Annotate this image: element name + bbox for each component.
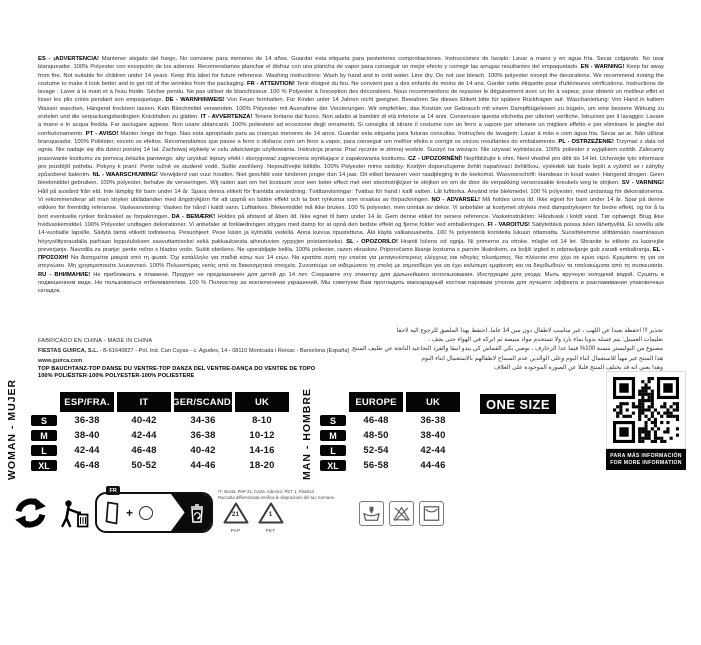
care-instructions-text: ES - ¡ADVERTENCIA! Mantener alejado del fuego. No conviene para menores de 14 años. Guardar esta etiqueta para posteriores comprobaciones. Instrucciones de lavado: Lavar a mano y en agua fría. Secar colgando. No usar blanqueador. 100% Polyester con excepción de los adornos. Recomendamos planchar el disfraz con una plancha de vapor para conseguir un mejor efecto y corregir las arrugas resultantes del empaquetado. EN - WARNING! Keep far away from fire. Not suitable for children under 14 years. Keep this label for future reference. Washing instructions: Wash by hand and in cold water. Line dry. Do not use bleach. 100% polyester except the decorations. We recommend ironing the costume to make it look better and to get rid of the wrinkles from the packaging. FR - ATTENTION! Tenir éloigné du feu. Ne convient pas a des enfants de moins de 14 ans. Garder cette étiquette pour d'ultérieures vérifications. Instructions de lavage : Laver à la main et à l'eau froide. Sécher pendu. Ne pas utiliser de blanchisseur. 100 % Polyester à l'exception des décorations. Nous recommandons de repasser le déguisement avec un fer à vapeur, pour obtenir un meilleur effet et lisser les plis créés pendant son empaquetage. DE - WARNHINWEIS! Von Feuer fernhalten. Für Kinder unter 14 Jahren nicht geeignet. Bewahren Sie dieses Etikett bitte für spätere Rückfragen auf. Waschanleitung: Von Hand in kaltem Wasser waschen. Hängend trocknen lassen. Kein Bleichmittel verwenden. 100% Polyester mit Ausnahme der Verzierungen. Wir empfehlen, das Kostüm vor Gebrauch mit einem Dampfbügeleisen zu bügeln, um eine bessere Wirkung zu erzielen und die verpackungsbedingten Knickfalten zu glätten. IT - AVVERTENZA! Tenere lontano dal fuoco. Non adatto ai bambini di età inferiore ai 14 anni. Conservare questa etichetta per ulteriori verifiche. Istruzioni per il lavaggio: Lavare a mano e in acqua fredda. Far asciugare appeso. Non usare sbiancanti. 100% poliestere ad eccezione degli ornamenti. Si consiglia di stirare il costume con un ferro a vapore per ottenere un migliore effetto e per eliminare le pieghe del confezionamento. PT - AVISO! Manter longe do fogo. Nao esta apropriado para as crianças menores de 14 anos. Guardar esta etiqueta para futuras consultas. Instruções de lavagem: Lavar à mão e com água fria. Secar ao ar. Não utilizar branqueador. 100% Poliéster, exceto os efeitos. Recomendamos que passe a ferro o disfarce com um ferro a vapor, para conseguir um melhor efeito e corrigir os vincos resultantes do embalamento. PL - OSTRZEŻENIE! Trzymać z dala od ognia. Nie nadaje się dla dzieci poniżej 14 lat. Zachowaj etykietę w celu właściwego użytkowania. Instrukcja prania: Prać ręcznie w zimnej wodzie. Suszyć na wisząco. Nie używać wybielacza. 100% poliester z wyjątkiem ozdób. Zalecamy prasowanie kostiumu za pomocą żelazka parowego, aby uzyskać lepszy efekt i skorygować zagniecenia wynikające z zapakowania kostiumu. CZ - UPOZORNĚNÍ! Nepřibližujte k ohni. Není vhodné pro děti do 14 let. Uchovejte tyto informace pro pozdější potřebu. Pokyny k praní: Perte ručně ve studené vodě. Sušte zavěšený. Nepoužívejte bělidlo. 100% Polyester mimo ozdoby. Kostým doporučujeme žehlit napařovací žehličkou, výsledek tak bude lepší a vyžehlí se i záhyby způsobené balením. NL - WAARSCHUWING! Verwijderd van vuur houden. Niet geschikt voor kinderen jonger dan 14 jaar. Dit etiket bewaren voor raadpleging in de toekomst. Wasvoorschrift: Handwas in koud water. Hangend drogen. Geen bleekmiddel gebruiken. 100% polyester, behalve de versieringen. Wij raden aan om het kostuum voor een beter effect met een stoomstrijkijzer te strijken en om de door de verpakking veroorzaakte kreukels weg te strijken. SV - VARNING! Håll på avstånd från eld. Inte lämplig för barn under 14 år. Spara denna etikett för framtida användning. Tvättanvisningar: Tvättas för hand i kallt vatten. Låt lufttorka. Använd inte blekmedel. 100 % polyester, med undantag för dekorationerna. Vi rekommenderar att man stryker utklädanden med ångstrykjärn för att uppnå en bättre effekt och ta bort rynkorna som orsakas av förpackningen. NO - ADVARSEL! Må holdes unna ild. Ikke egnet for barn under 14 år. Spar på denne etikken for fremtidig referanse. Vaskeanvisning: Vaskes for hånd i kaldt vann. Lufttørkes. Blekemiddel må ikke brukes. 100 % polyester, men unntak av dekor. Vi anbefaler at kostymet strykes med dampstrykejern for bedre effekt, og for å ta bort eventuelle rynker forårsaket av forpakningen. DA - BEMÆRK! Holdes på afstand af åben ild. Ikke egnet til børn under 14 år. Gem denne etiket for senere reference. Vaskeinstruktion: Håndvask i koldt vand. Tør ophængt. Brug ikke hvidvaskemiddel. 100% Polyester undtagen dekorationer. Vi anbefaler at forklædningen stryges med damp for at opnå den bedste effekt og fjerne folder ved emballeringen. FI - VAROITUS! Säilytettävä poissa tulen lähettyviltä. Ei sovellu alle 14-vuotiaille lapsille. Säilytä tämä etiketti todisteena. Pesuohjeet: Pese käsin ja kylmällä vedellä. Anna kuivua ripustettuna. Älä käytä valkaisuainetta. 100 % polyesteriä koristeita lukuun ottamatta. Suosittelemme silittämään naamioasun höyrysilitysraudalla parhaan lopputuloksen saavuttamiseksi sekä pakkauksesta aiheutuvien ryppyjen poistamiseksi. SL - OPOZORILO! Hraniti ločeno od ognja. Ni primerno za otroke, mlajše od 14 let. Shranite to etiketo za kasnejše preverjanje. Navodila za pranje: perite ročno s hladno vodo. Sušiti obešeno. Ne uporabljajte belila. 100% poliester, razen okraskov. Priporočamo likanje kostuma s parnim likalnikom, za boljši izgled in odpravljanje gub zaradi embaliranja. EL - ΠΡΟΣΟΧΗ! Να διατηρείται μακριά από τη φωτιά. Όχι κατάλληλο για παιδιά κάτω των 14 ετών. Να κρατάτε αυτή την ετικέτα για μεταγενέστερους ελέγχους και οδηγίες πλυσίματος. Να πλένεται στο χέρι σε κρύο νερό. Κρεμάστε τη για να στεγνώσει. Μη χρησιμοποιείτε λευκαντικό. 100% Πολυεστέρας εκτός από τα διακοσμητικά στοιχεία. Συνιστούμε να σιδερώσετε τη στολή με ατμοσίδερο για να έχει καλύτερη εμφάνιση και να διορθωθούν τα τσαλακώματα από τη συσκευασία. RU - ВНИМАНИЕ! Не приближать к пламени. Продукт не предназначен для детей до 14 лет. Сохраните эту этикетку для дальнейшего использования. Инструкции для ухода: Мыть вручную холодной водой. Сушить в подвешенном виде. Не пользоваться отбеливателем. 100 % Полиэстер за исключением украшений. Мы советуем Вам прогладить маскарадный костюм паровым утюгом для лучшего эффекта и разглаживания упаковочных складок. bbox=[38, 56, 665, 295]
language-warning-label: EN - WARNING! bbox=[580, 64, 627, 71]
material-triangle-pap bbox=[221, 502, 250, 533]
sorting-arrow-panel bbox=[171, 494, 211, 531]
size-value: 18-20 bbox=[249, 460, 275, 471]
size-value: 40-42 bbox=[190, 445, 216, 456]
company-address: - B-61640827 - Pol. Ind. Can Cuyas - c. Agudes, 14 - 08110 Montcada i Reixac - Barcelona (España) - bbox=[98, 348, 353, 354]
triman-country-tab: FR bbox=[106, 486, 120, 495]
it-disposal-line1: IT- Busta: PAP 21, Carta. Adesivo: PET 1, Plastica bbox=[218, 489, 314, 494]
size-row bbox=[31, 429, 57, 442]
green-dot-icon bbox=[13, 496, 48, 530]
size-value: 36-38 bbox=[190, 430, 216, 441]
qr-block bbox=[606, 371, 686, 470]
material-code-triangles bbox=[221, 502, 285, 533]
size-value: 46-48 bbox=[131, 445, 157, 456]
product-names-line: TOP BAUCHTANZ-TOP DANSE DU VENTRE-TOP DANZA DEL VENTRE-DANÇA DO VENTRE DE TOPO bbox=[38, 366, 316, 372]
material-name: PET bbox=[265, 528, 276, 533]
size-value: 10-12 bbox=[249, 430, 275, 441]
size-column-header: IT bbox=[117, 392, 171, 412]
tidyman-icon bbox=[58, 499, 90, 529]
size-column-header: EUROPE bbox=[349, 392, 403, 412]
material-triangle-pet bbox=[256, 502, 285, 533]
language-warning-label: PT - AVISO! bbox=[85, 130, 121, 137]
size-value: 46-48 bbox=[74, 460, 100, 471]
manufacturer-block bbox=[38, 337, 368, 380]
hand-wash-glyph bbox=[362, 504, 381, 523]
size-value: 44-46 bbox=[420, 460, 446, 471]
size-column-header: UK bbox=[406, 392, 460, 412]
recycling-bin-icon bbox=[189, 502, 205, 524]
care-symbols-row bbox=[359, 501, 444, 526]
language-warning-label: FR - ATTENTION! bbox=[247, 80, 297, 87]
qr-caption-line2: FOR MORE INFORMATION bbox=[610, 459, 682, 466]
size-row bbox=[31, 414, 57, 427]
size-value: 36-38 bbox=[74, 415, 100, 426]
language-warning-label: RU - ВНИМАНИЕ! bbox=[38, 271, 94, 278]
origin-line: FABRICADO EN CHINA - MADE IN CHINA bbox=[38, 338, 153, 344]
woman-vertical-label: WOMAN - MUJER bbox=[6, 378, 18, 480]
size-value: 44-46 bbox=[190, 460, 216, 471]
language-warning-label: DE - WARNHINWEIS! bbox=[165, 97, 227, 104]
man-vertical-label: MAN - HOMBRE bbox=[301, 388, 313, 480]
size-value: 46-48 bbox=[363, 415, 389, 426]
it-disposal-line2: Raccolta differenziata.Verifica le disposizioni del tuo Comune. bbox=[218, 494, 336, 500]
size-table-corner bbox=[31, 392, 57, 412]
language-warning-label: SV - VARNING! bbox=[621, 180, 664, 187]
arabic-line: وهذا يعني انه قد يختلف المنتج قليلا عن الصورة الموجودة على الغلاف bbox=[494, 364, 663, 371]
line-dry-icon bbox=[419, 501, 444, 526]
language-warning-label: ES - ¡ADVERTENCIA! bbox=[38, 56, 102, 62]
qr-caption-line1: PARA MÁS INFORMACIÓN bbox=[610, 452, 682, 459]
company-name: FIESTAS GUIRCA, S.L. bbox=[38, 348, 99, 354]
size-row bbox=[31, 444, 57, 457]
size-row bbox=[320, 444, 346, 457]
size-value: 42-44 bbox=[420, 445, 446, 456]
material-name: PAP bbox=[230, 528, 241, 533]
size-letter-badge: L bbox=[31, 445, 57, 457]
material-code: 21 bbox=[231, 511, 240, 518]
size-value: 38-40 bbox=[74, 430, 100, 441]
packaging-sachet-icon bbox=[104, 500, 120, 526]
woman-size-table bbox=[31, 392, 289, 472]
triman-sorting-box bbox=[95, 492, 213, 533]
size-letter-badge: S bbox=[320, 415, 346, 427]
size-value: 50-52 bbox=[131, 460, 157, 471]
size-column-header: GER/SCAND. bbox=[174, 392, 232, 412]
size-value: 40-42 bbox=[131, 415, 157, 426]
arabic-line: مصنوع من البوليستر بنسبة 100% فيما عدا الزخارف ، نوصي بكي القماش كي يبدو انيقا والفرد التجاعيد الناتجة عن تغليف المنتج bbox=[352, 346, 663, 353]
arabic-line: تحذير !!! احفظه بعيدا عن اللهب ، غير مناسب لاطفال دون سن 14 عاما. احتفظ بهذا الملصق للرجوع اليه لاحقا bbox=[396, 328, 663, 334]
size-column-header: UK bbox=[235, 392, 289, 412]
material-code: 1 bbox=[268, 511, 273, 518]
language-warning-label: FI - VAROITUS! bbox=[487, 221, 532, 228]
size-value: 42-44 bbox=[131, 430, 157, 441]
size-value: 8-10 bbox=[252, 415, 272, 426]
size-letter-badge: L bbox=[320, 445, 346, 457]
language-warning-label: DA - BEMÆRK! bbox=[171, 213, 218, 220]
language-warning-label: NO - ADVARSEL! bbox=[431, 197, 483, 204]
plus-sign: + bbox=[126, 505, 134, 520]
language-warning-label: CZ - UPOZORNĚNÍ! bbox=[408, 155, 464, 162]
size-column-header: ESP/FRA. bbox=[60, 392, 114, 412]
one-size-badge: ONE SIZE bbox=[480, 394, 556, 414]
line-dry-glyph bbox=[422, 504, 441, 523]
size-value: 48-50 bbox=[363, 430, 389, 441]
size-letter-badge: XL bbox=[31, 460, 57, 472]
size-value: 42-44 bbox=[74, 445, 100, 456]
size-value: 36-38 bbox=[420, 415, 446, 426]
arabic-line: تعليمات الغسيل: يتم غسله يدويا بماء بارد ولا تستخدم مواد مبيضة ثم اتركه في الهواء حتى يجف . bbox=[428, 337, 663, 344]
size-letter-badge: S bbox=[31, 415, 57, 427]
arabic-line: هذا المنتج غير مهيأ للاستعمال اثناء النوم وعلى الوالدين عدم السماح لاطفالهم بالاستعمال اثناء النوم bbox=[421, 355, 663, 362]
language-warning-label: IT - AVVERTENZA! bbox=[200, 114, 255, 121]
language-warning-label: SL - OPOZORILO! bbox=[346, 238, 401, 245]
sticker-circle-icon bbox=[139, 506, 153, 520]
size-row bbox=[320, 459, 346, 472]
hand-wash-icon bbox=[359, 501, 384, 526]
man-size-table bbox=[320, 392, 460, 472]
qr-caption bbox=[606, 449, 686, 470]
size-value: 38-40 bbox=[420, 430, 446, 441]
language-warning-label: NL - WAARSCHUWING! bbox=[92, 172, 160, 179]
size-value: 14-16 bbox=[249, 445, 275, 456]
it-disposal-note bbox=[218, 489, 388, 500]
size-value: 56-58 bbox=[363, 460, 389, 471]
size-row bbox=[320, 429, 346, 442]
qr-code-pattern bbox=[612, 377, 680, 443]
size-letter-badge: M bbox=[320, 430, 346, 442]
size-letter-badge: M bbox=[31, 430, 57, 442]
do-not-bleach-icon bbox=[389, 501, 414, 526]
size-letter-badge: XL bbox=[320, 460, 346, 472]
composition-line: 100% POLIÉSTER-100% POLYESTER-100% POLIESTERE bbox=[38, 373, 195, 380]
company-line bbox=[38, 346, 368, 366]
size-row bbox=[320, 414, 346, 427]
language-warning-label: EL - ΠΡΟΣΟΧΗ! bbox=[38, 246, 665, 262]
size-value: 52-54 bbox=[363, 445, 389, 456]
size-table-corner bbox=[320, 392, 346, 412]
size-row bbox=[31, 459, 57, 472]
qr-code bbox=[606, 371, 686, 449]
language-warning-label: PL - OSTRZEŻENIE! bbox=[558, 138, 616, 145]
company-website: www.guirca.com bbox=[38, 358, 83, 364]
do-not-bleach-glyph bbox=[392, 504, 411, 523]
size-value: 34-36 bbox=[190, 415, 216, 426]
